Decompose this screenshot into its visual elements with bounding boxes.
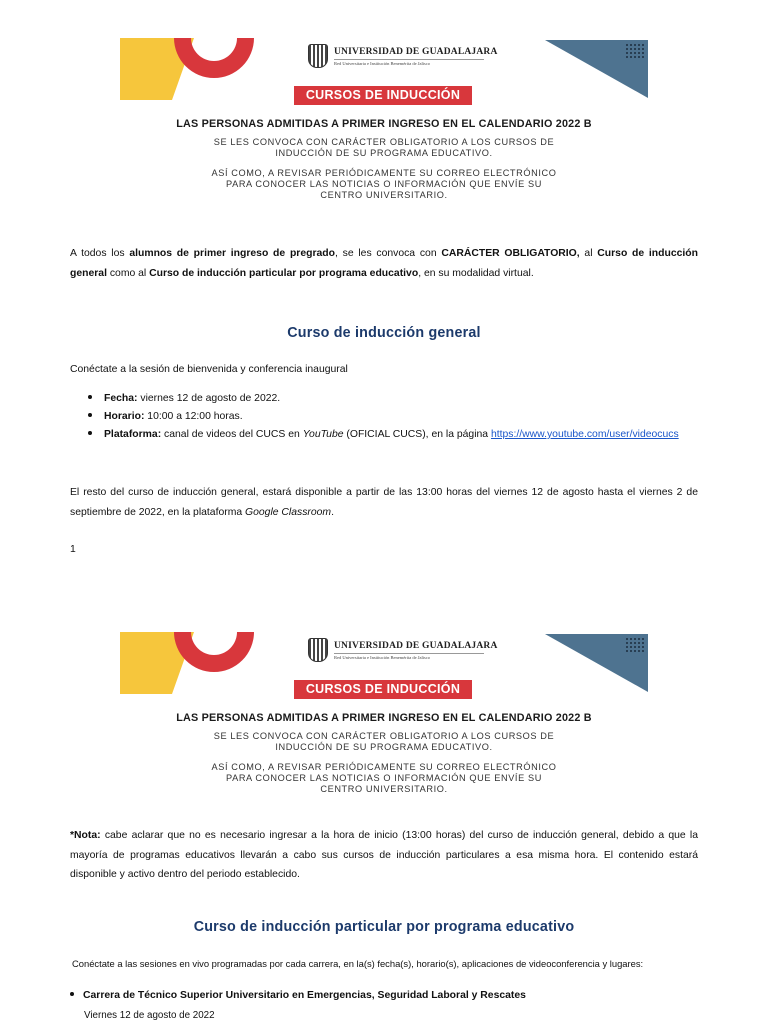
university-name: UNIVERSIDAD DE GUADALAJARA [334,640,498,651]
list-item-horario: Horario: 10:00 a 12:00 horas. [88,408,243,426]
banner-sub2: ASÍ COMO, A REVISAR PERIÓDICAMENTE SU CORREO ELECTRÓNICO PARA CONOCER LAS NOTICIAS O INFORMACIÓN QUE ENVÍE SU CENTRO UNIVERSITARIO. [211,762,557,794]
list-item-program: Carrera de Técnico Superior Universitario en Emergencias, Seguridad Laboral y Rescates [70,987,526,1005]
heading-particular: Curso de inducción particular por programa educativo [193,919,575,935]
bullet-icon [70,992,74,996]
red-arc [174,38,254,78]
banner-headline: LAS PERSONAS ADMITIDAS A PRIMER INGRESO EN EL CALENDARIO 2022 B [176,118,592,130]
dots-pattern [626,44,644,58]
banner-headline: LAS PERSONAS ADMITIDAS A PRIMER INGRESO EN EL CALENDARIO 2022 B [176,712,592,724]
bullet-icon [88,431,92,435]
cursos-pill: CURSOS DE INDUCCIÓN [294,86,472,105]
banner-second [120,632,648,812]
banner-sub2: ASÍ COMO, A REVISAR PERIÓDICAMENTE SU CORREO ELECTRÓNICO PARA CONOCER LAS NOTICIAS O INFORMACIÓN QUE ENVÍE SU CENTRO UNIVERSITARIO. [211,168,557,200]
youtube-link[interactable]: https://www.youtube.com/user/videocucs [490,429,679,440]
heading-general: Curso de inducción general [287,325,481,341]
general-lead: Conéctate a la sesión de bienvenida y conferencia inaugural [70,364,348,375]
general-rest-paragraph: El resto del curso de inducción general, estará disponible a partir de las 13:00 horas del viernes 12 de agosto hasta el viernes 2 de septiembre de 2022, en la plataforma Google Classroom. [70,487,698,518]
list-item-plataforma: Plataforma: canal de videos del CUCS en YouTube (OFICIAL CUCS), en la página https://www.youtube.com/user/videocucs [88,426,679,444]
intro-paragraph: A todos los alumnos de primer ingreso de pregrado, se les convoca con CARÁCTER OBLIGATORIO, al Curso de inducción general como al Curso de inducción particular por programa educativo, en su modalidad virtual. [70,248,698,279]
nota-paragraph: *Nota: cabe aclarar que no es necesario ingresar a la hora de inicio (13:00 horas) del curso de inducción general, debido a que la mayoría de programas educativos llevarán a cabo sus cursos de inducción particulares a esa misma hora. El contenido estará disponible y activo dentro del periodo establecido. [70,830,698,880]
banner-sub1: SE LES CONVOCA CON CARÁCTER OBLIGATORIO A LOS CURSOS DE INDUCCIÓN DE SU PROGRAMA EDUCATIVO. [213,731,555,752]
university-logo [308,44,498,68]
university-seal-icon [308,638,328,662]
page-number: 1 [70,544,76,555]
cursos-pill: CURSOS DE INDUCCIÓN [294,680,472,699]
university-logo [308,638,498,662]
university-name: UNIVERSIDAD DE GUADALAJARA [334,46,498,57]
red-arc [174,632,254,672]
bullet-icon [88,413,92,417]
university-subtitle: Red Universitaria e Institución Benemérita de Jalisco [334,654,430,660]
program-date: Viernes 12 de agosto de 2022 [84,1010,215,1021]
list-item-fecha: Fecha: viernes 12 de agosto de 2022. [88,390,280,408]
university-subtitle: Red Universitaria e Institución Benemérita de Jalisco [334,60,430,66]
banner-sub1: SE LES CONVOCA CON CARÁCTER OBLIGATORIO A LOS CURSOS DE INDUCCIÓN DE SU PROGRAMA EDUCATIVO. [213,137,555,158]
university-seal-icon [308,44,328,68]
bullet-icon [88,395,92,399]
banner-top [120,38,648,218]
particular-lead: Conéctate a las sesiones en vivo programadas por cada carrera, en la(s) fecha(s), horario(s), aplicaciones de videoconferencia y lugares: [72,958,644,969]
dots-pattern [626,638,644,652]
